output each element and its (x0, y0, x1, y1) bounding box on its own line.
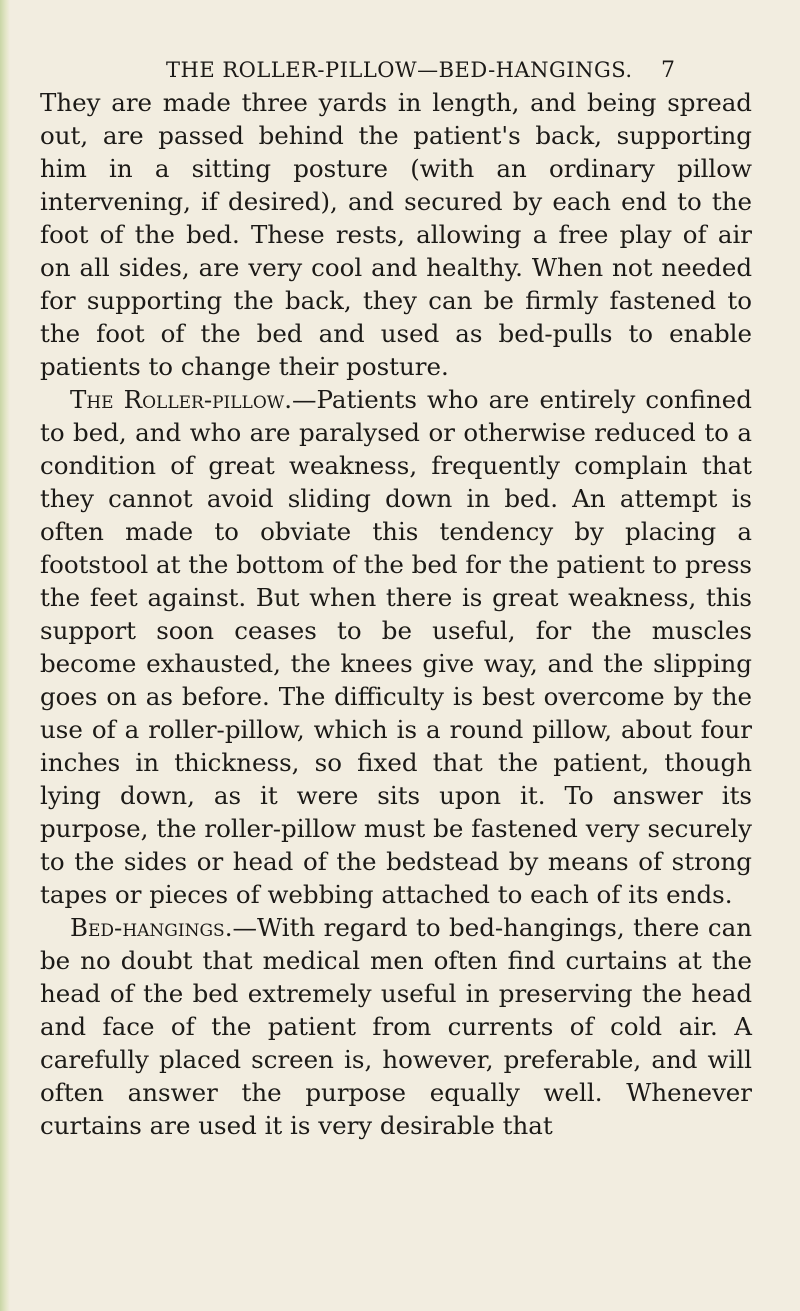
section-heading-bed-hangings: Bed-hangings. (70, 913, 233, 942)
paragraph-1-text: They are made three yards in length, and being spread out, are passed behind the patient's back, supporting him in a sitting posture (with an ordinary pillow intervening, if desired), and secured by each end to the foot of the bed. These rests, allowing a free play of air on all sides, are very cool and healthy. When not needed for supporting the back, they can be firmly fastened to the foot of the bed and used as bed-pulls to enable patients to change their posture. (40, 88, 752, 381)
paragraph-continuation (40, 86, 752, 383)
running-title: THE ROLLER-PILLOW—BED-HANGINGS. (166, 58, 633, 82)
page-edge (0, 0, 10, 1311)
paragraph-roller-pillow (40, 383, 752, 911)
paragraph-bed-hangings (40, 911, 752, 1142)
paragraph-2-text: —Patients who are entirely confined to bed, and who are paralysed or otherwise reduced to a condition of great weakness, frequently complain that they cannot avoid sliding down in bed. An attempt is often made to obviate this tendency by placing a footstool at the bottom of the bed for the patient to press the feet against. But when there is great weakness, this support soon ceases to be useful, for the muscles become exhausted, the knees give way, and the slipping goes on as before. The difficulty is best overcome by the use of a roller-pillow, which is a round pillow, about four inches in thickness, so fixed that the patient, though lying down, as it were sits upon it. To answer its purpose, the roller-pillow must be fastened very securely to the sides or head of the bedstead by means of strong tapes or pieces of webbing attached to each of its ends. (40, 385, 752, 909)
page-number: 7 (661, 58, 675, 83)
page-body (40, 86, 752, 1142)
paragraph-3-text: —With regard to bed-hangings, there can be no doubt that medical men often find curtains at the head of the bed extremely useful in preserving the head and face of the patient from currents of cold air. A carefully placed screen is, however, preferable, and will often answer the purpose equally well. Whenever curtains are used it is very desirable that (40, 913, 752, 1140)
running-head (0, 58, 800, 88)
section-heading-roller-pillow: The Roller-pillow. (70, 385, 293, 414)
